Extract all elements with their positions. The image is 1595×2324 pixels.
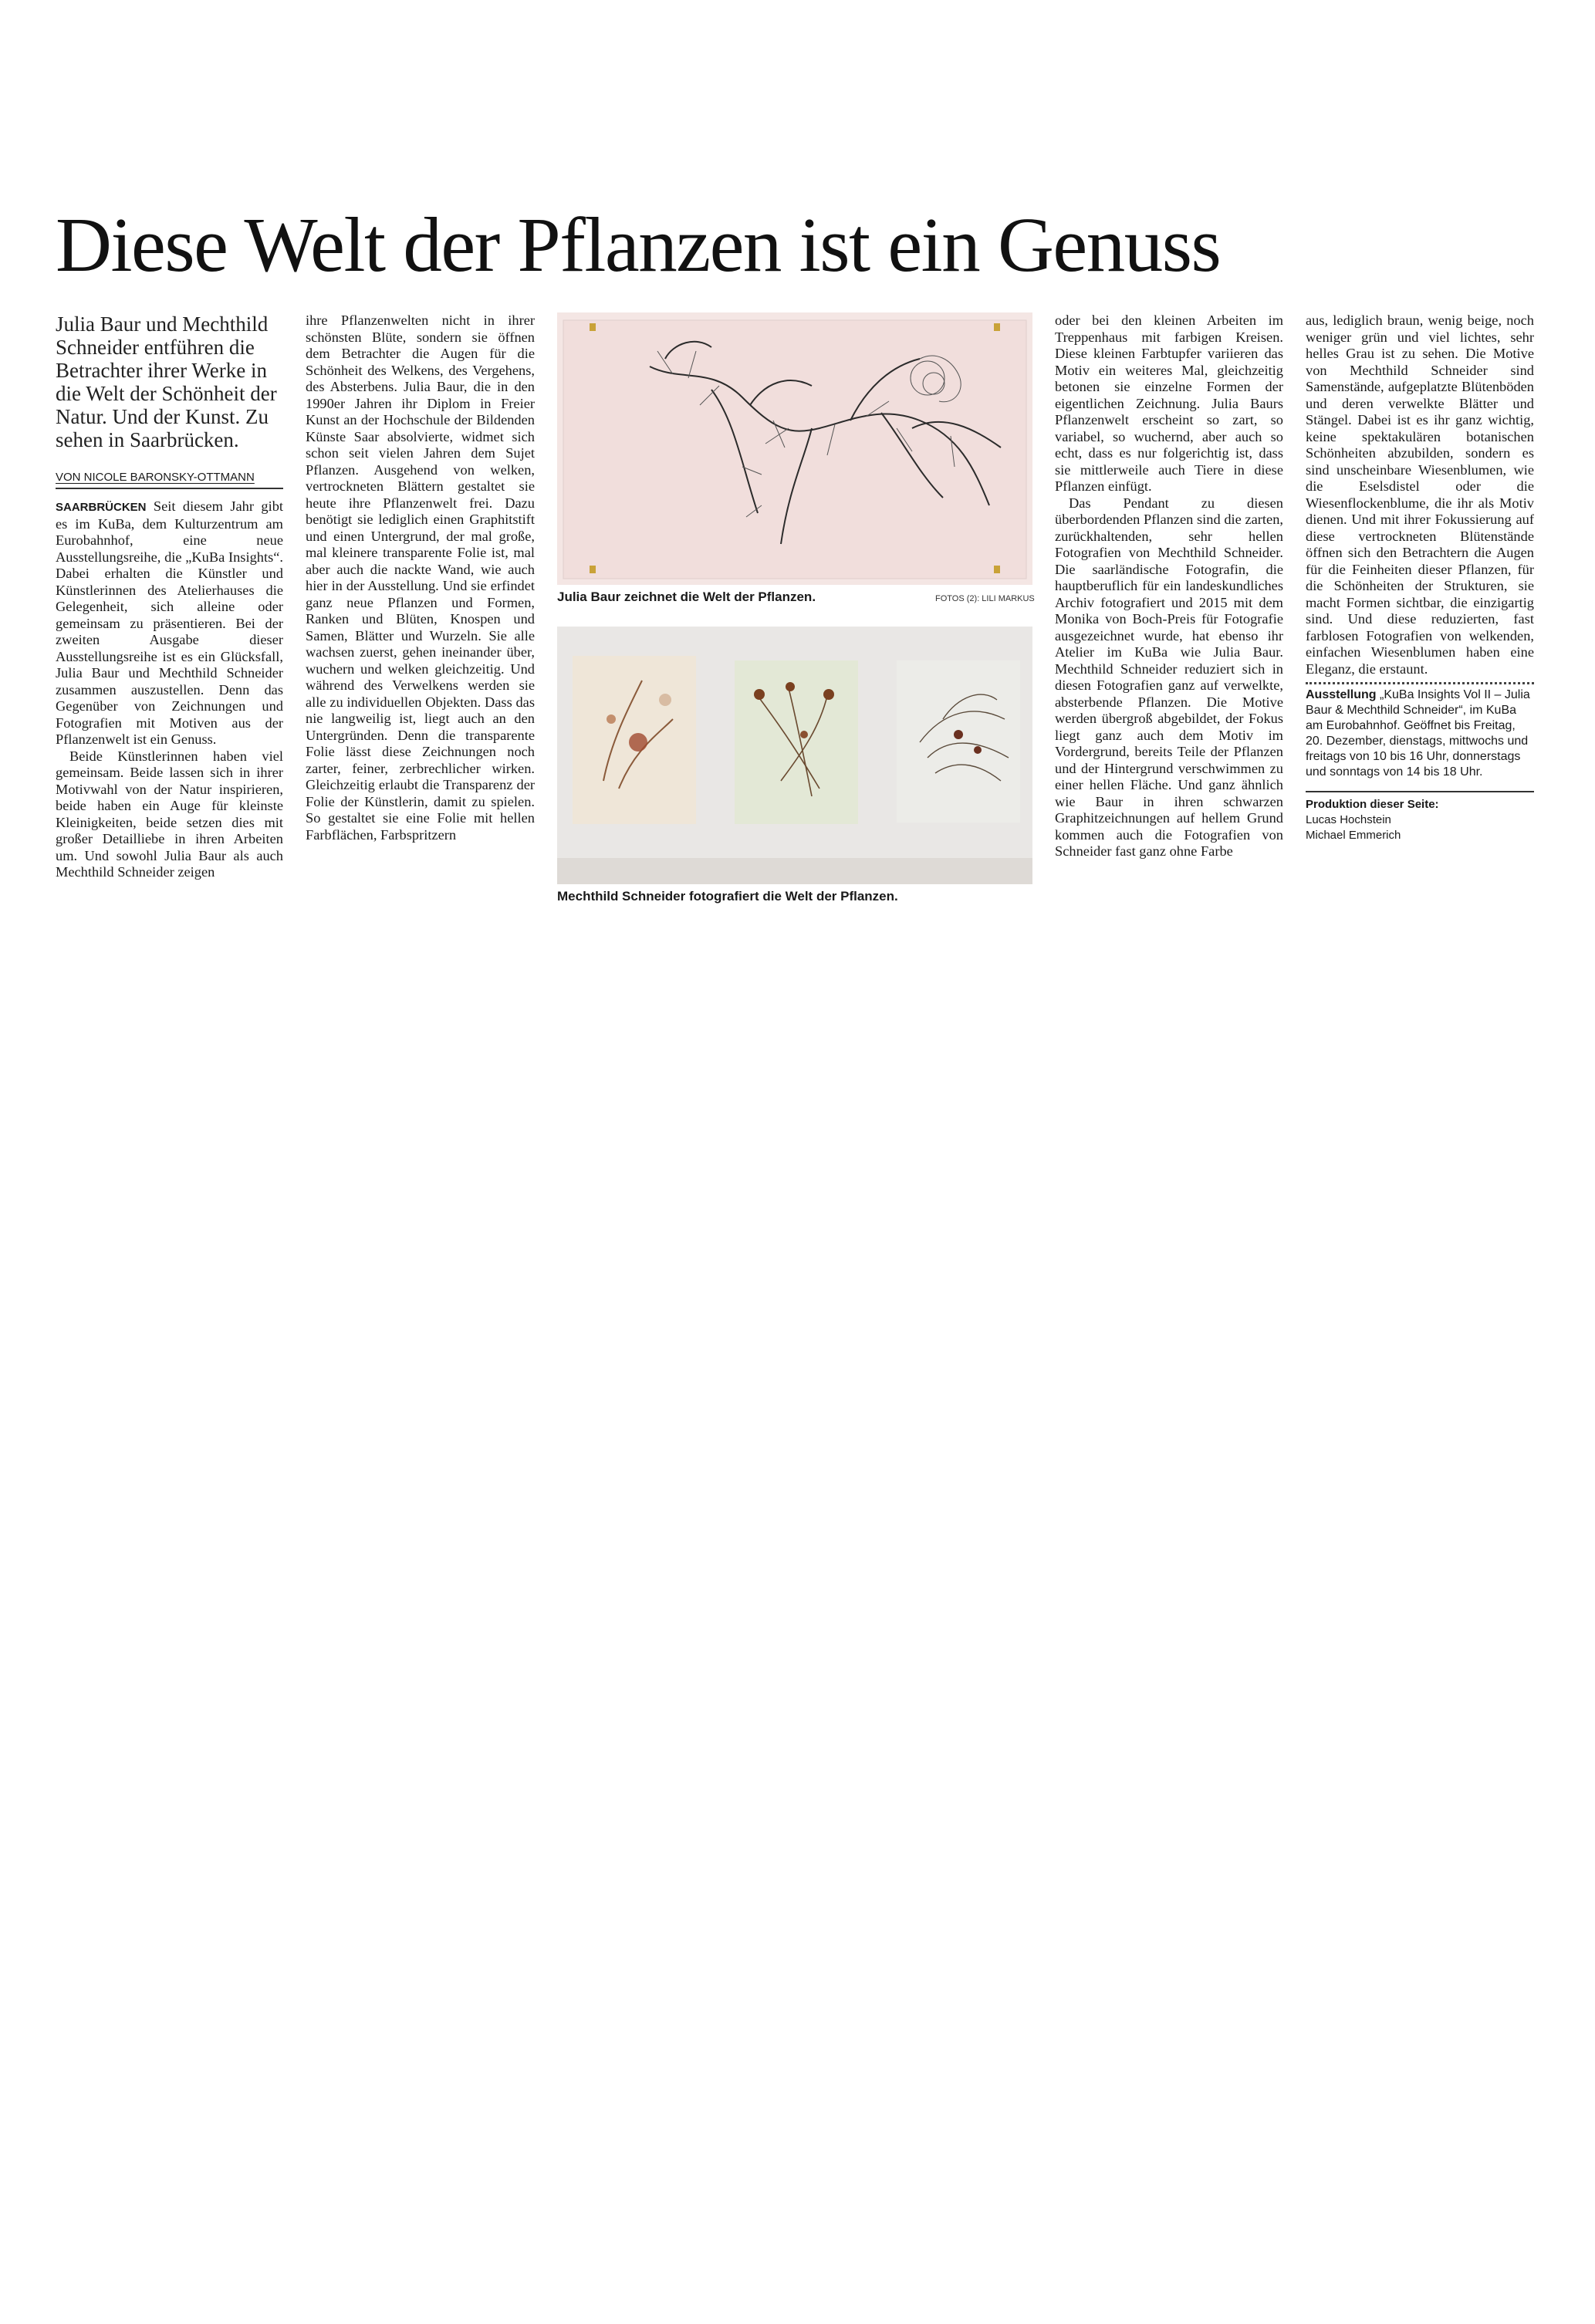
paragraph: ihre Pflanzenwelten nicht in ihrer schönsten Blüte, sondern sie öffnen dem Betrachter die Augen für die Schönheit des Welkens, des Vergehens, des Absterbens. Julia Baur, die in den 1990er Jahren ihr Diplom in Freier Kunst an der Hochschule der Bildenden Künste Saar absolvierte, widmet sich schon seit vielen Jahren dem Sujet Pflanzen. Ausgehend von welken, vertrockneten Blättern gestaltet sie heute ihre Pflanzenwelt frei. Dazu benötigt sie lediglich einen Graphitstift und einen Untergrund, der mal große, mal kleinere transparente Folie ist, mal aber auch die nackte Wand, wie auch hier in der Ausstellung. Und sie erfindet ganz neue Pflanzen und Formen, Ranken und Blüten, Knospen und Samen, Blätter und Wurzeln. Sie alle wachsen zuerst, gehen ineinander über, wuchern und welken gleichzeitig. Und während des Verwelkens werden sie alle zu individuellen Objekten. Dass das nie langweilig ist, liegt auch an den Untergründen. Denn die transparente Folie lässt diese Zeichnungen noch zarter, feiner, zerbrechlicher wirken. Gleichzeitig erlaubt die Transparenz der Folie der Künstlerin, damit zu spielen. So gestaltet sie eine Folie mit hellen Farbflächen, Farbspritzern <box>306 312 535 843</box>
column-2 <box>306 312 535 843</box>
paragraph: Beide Künstlerinnen haben viel gemeinsam. Beide lassen sich in ihrer Motivwahl von der Natur inspirieren, beide haben ein Auge für kleinste Kleinigkeiten, beide setzen dies mit großer Detailliebe in ihren Arbeiten um. Und sowohl Julia Baur als auch Mechthild Schneider zeigen <box>56 748 283 880</box>
info-label: Ausstellung <box>1306 688 1377 701</box>
production-divider <box>1306 791 1534 792</box>
column-1 <box>56 312 283 881</box>
paragraph: oder bei den kleinen Arbeiten im Treppenhaus mit farbigen Kreisen. Diese kleinen Farbtupfer variieren das Motiv ein weiteres Mal, gleichzeitig betonen sie einzelne Formen der eigentlichen Zeichnung. Julia Baurs Pflanzenwelt erscheint so zart, so variabel, so wuchernd, aber auch so echt, dass es nur folgerichtig ist, dass sie mittlerweile auch Tiere in diese Pflanzen einfügt. <box>1055 312 1283 494</box>
production-label: Produktion dieser Seite: <box>1306 798 1439 811</box>
dateline: SAARBRÜCKEN <box>56 501 147 514</box>
column-5 <box>1306 312 1534 843</box>
paragraph: SAARBRÜCKEN Seit diesem Jahr gibt es im KuBa, dem Kulturzentrum am Eurobahnhof, eine neue Ausstellungsreihe, die „KuBa Insights“. Dabei erhalten die Künstler und Künstlerinnen des Atelierhauses die Gelegenheit, sich alleine oder gemeinsam zu präsentieren. Bei der zweiten Ausgabe dieser Ausstellungsreihe ist es ein Glücksfall, Julia Baur und Mechthild Schneider zusammen auszustellen. Denn das Gegenüber von Zeichnungen und Fotografien mit Motiven aus der Pflanzenwelt ist ein Genuss. <box>56 498 283 747</box>
byline: VON NICOLE BARONSKY-OTTMANN <box>56 470 283 489</box>
paragraph: aus, lediglich braun, wenig beige, noch weniger grün und viel lichtes, sehr helles Grau ist zu sehen. Die Motive von Mechthild Schneider sind Samenstände, aufgeplatzte Blütenböden und deren verwelkte Blätter und Stängel. Dabei ist es ihr ganz wichtig, keine spektakulären botanischen Schönheiten abzubilden, sondern es sind unscheinbare Wiesenblumen, wie die Eselsdistel oder die Wiesenflockenblume, die ihr als Motiv dienen. Und mit ihrer Fokussierung auf diese vertrockneten Blütenstände öffnen sich den Betrachtern die Augen für die Feinheiten dieser Pflanzen, für die Schönheiten der Strukturen, sie macht Formen sichtbar, die einzigartig sind. Und diese reduzierten, fast farblosen Fotografien von welkenden, einfachen Wiesenblumen haben eine Eleganz, die erstaunt. <box>1306 312 1534 677</box>
exhibition-info: Ausstellung „KuBa Insights Vol II – Julia Baur & Mechthild Schneider“, im KuBa am Eurobahnhof. Geöffnet bis Freitag, 20. Dezember, dienstags, mittwochs und freitags von 10 bis 16 Uhr, donnerstags und sonntags von 14 bis 18 Uhr. <box>1306 688 1530 779</box>
caption-photo-1: Julia Baur zeichnet die Welt der Pflanzen. <box>557 589 816 604</box>
drawing-illustration <box>557 312 1032 585</box>
caption-photo-2: Mechthild Schneider fotografiert die Welt der Pflanzen. <box>557 889 898 904</box>
photographs-illustration <box>557 627 1032 884</box>
paragraph: Das Pendant zu diesen überbordenden Pflanzen sind die zarten, zurückhaltenden, sehr hellen Fotografien von Mechthild Schneider. Die saarländische Fotografin, die hauptberuflich für ein landeskundliches Archiv fotografiert und 2015 mit dem Monika von Boch-Preis für Fotografie ausgezeichnet wurde, hat ebenso ihr Atelier im KuBa wie Julia Baur. Mechthild Schneider reduziert sich in diesen Fotografien ganz auf verwelkte, absterbende Pflanzen. Die Motive werden übergroß abgebildet, der Fokus liegt ganz auch dem Motiv im Vordergrund, bereits Teile der Pflanzen und der Hintergrund verschwimmen zu einer hellen Fläche. Und ganz ähnlich wie Baur in ihren schwarzen Graphitzeichnungen auf hellem Grund kommen auch die Fotografien von Schneider fast ganz ohne Farbe <box>1055 495 1283 859</box>
photo-julia-baur-drawing <box>557 312 1032 585</box>
lead-text: Julia Baur und Mechthild Schneider entführen die Betrachter ihrer Werke in die Welt der Schönheit der Natur. Und der Kunst. Zu sehen in Saarbrücken. <box>56 312 277 451</box>
production-credits <box>1306 797 1534 843</box>
headline: Diese Welt der Pflanzen ist ein Genuss <box>56 201 1221 288</box>
production-name: Lucas Hochstein <box>1306 813 1391 826</box>
production-name: Michael Emmerich <box>1306 829 1401 842</box>
photo-credit: FOTOS (2): LILI MARKUS <box>935 594 1035 603</box>
column-4 <box>1055 312 1283 860</box>
info-divider <box>1306 682 1534 684</box>
photo-mechthild-schneider-photos <box>557 627 1032 884</box>
